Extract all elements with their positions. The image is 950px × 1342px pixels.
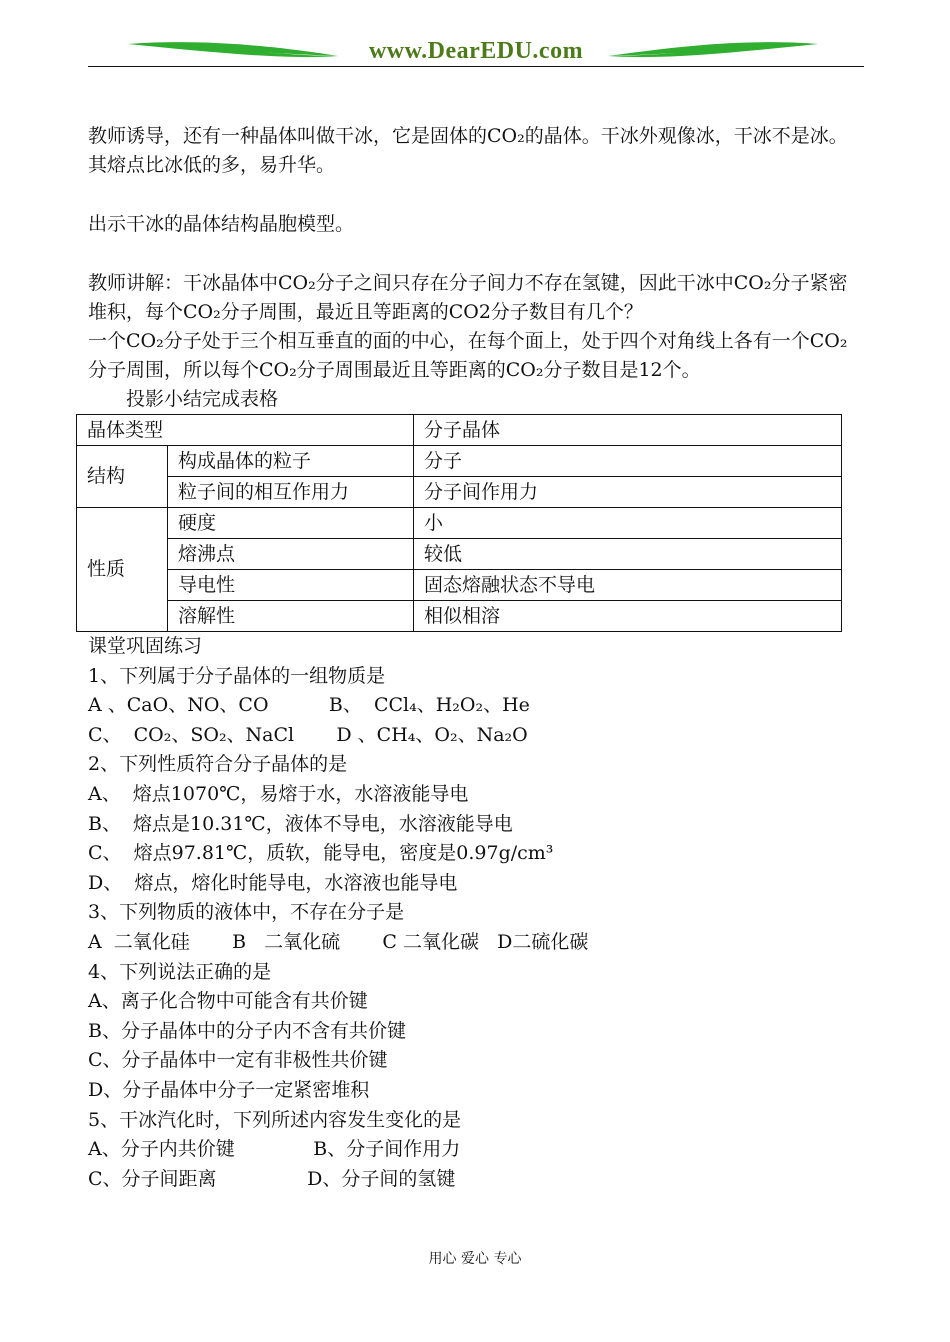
page-footer: 用心 爱心 专心	[428, 1251, 522, 1267]
table-cell: 相似相溶	[414, 601, 842, 632]
page-header	[88, 34, 864, 70]
table-row	[77, 570, 842, 601]
table-group-label: 结构	[77, 446, 168, 508]
table-header-row	[77, 415, 842, 446]
header-divider	[88, 66, 864, 67]
exercise-section	[88, 632, 864, 1194]
table-cell: 较低	[414, 539, 842, 570]
table-row	[77, 446, 842, 477]
exercise-line: C、分子间距离 D、分子间的氢键	[88, 1167, 456, 1190]
table-cell: 分子	[414, 446, 842, 477]
exercise-line: C、分子晶体中一定有非极性共价键	[88, 1049, 388, 1072]
table-row	[77, 539, 842, 570]
site-logo-text: www.DearEDU.com	[368, 38, 584, 64]
exercise-line: 2、下列性质符合分子晶体的是	[88, 753, 348, 776]
table-cell: 硬度	[168, 508, 414, 539]
table-cell: 溶解性	[168, 601, 414, 632]
table-cell: 晶体类型	[77, 415, 414, 446]
table-cell: 分子间作用力	[414, 477, 842, 508]
exercise-line: D、 熔点，熔化时能导电，水溶液也能导电	[88, 871, 458, 894]
paragraph-table-caption: 投影小结完成表格	[126, 388, 279, 410]
exercise-line: D、分子晶体中分子一定紧密堆积	[88, 1078, 370, 1101]
paragraph-model: 出示干冰的晶体结构晶胞模型。	[88, 213, 355, 235]
summary-table	[76, 414, 842, 632]
exercise-line: A 、CaO、NO、CO B、 CCl₄、H₂O₂、He	[88, 694, 530, 717]
table-row	[77, 601, 842, 632]
table-cell: 构成晶体的粒子	[168, 446, 414, 477]
exercise-line: C、 熔点97.81℃，质软，能导电，密度是0.97g/cm³	[88, 842, 554, 865]
exercise-line: A、 熔点1070℃，易熔于水，水溶液能导电	[88, 782, 469, 805]
table-cell: 小	[414, 508, 842, 539]
exercise-line: A、离子化合物中可能含有共价键	[88, 990, 368, 1013]
exercise-line: A、分子内共价键 B、分子间作用力	[88, 1138, 461, 1161]
exercise-line: 5、干冰汽化时，下列所述内容发生变化的是	[88, 1108, 462, 1131]
exercise-line: 1、下列属于分子晶体的一组物质是	[88, 664, 386, 687]
table-row	[77, 477, 842, 508]
table-row	[77, 508, 842, 539]
table-cell: 分子晶体	[414, 415, 842, 446]
table-cell: 固态熔融状态不导电	[414, 570, 842, 601]
paragraph-answer: 一个CO₂分子处于三个相互垂直的面的中心，在每个面上，处于四个对角线上各有一个CO₂分子周围，所以每个CO₂分子周围最近且等距离的CO₂分子数目是12个。	[88, 330, 848, 381]
table-cell: 熔沸点	[168, 539, 414, 570]
exercise-line: B、 熔点是10.31℃，液体不导电，水溶液能导电	[88, 812, 513, 835]
exercise-line: C、 CO₂、SO₂、NaCl D 、CH₄、O₂、Na₂O	[88, 723, 528, 746]
paragraph-intro: 教师诱导，还有一种晶体叫做干冰，它是固体的CO₂的晶体。干冰外观像冰，干冰不是冰。其熔点比冰低的多，易升华。	[88, 125, 848, 176]
exercise-title: 课堂巩固练习	[88, 635, 203, 657]
table-cell: 导电性	[168, 570, 414, 601]
paragraph-explanation: 教师讲解：干冰晶体中CO₂分子之间只存在分子间力不存在氢键，因此干冰中CO₂分子紧密堆积，每个CO₂分子周围，最近且等距离的CO2分子数目有几个？	[88, 272, 848, 323]
exercise-line: B、分子晶体中的分子内不含有共价键	[88, 1019, 406, 1042]
document-body	[88, 122, 864, 1194]
exercise-line: 4、下列说法正确的是	[88, 960, 272, 983]
exercise-line: A 二氧化硅 B 二氧化硫 C 二氧化碳 D二硫化碳	[88, 930, 589, 953]
exercise-line: 3、下列物质的液体中，不存在分子是	[88, 901, 405, 924]
table-group-label: 性质	[77, 508, 168, 632]
table-cell: 粒子间的相互作用力	[168, 477, 414, 508]
